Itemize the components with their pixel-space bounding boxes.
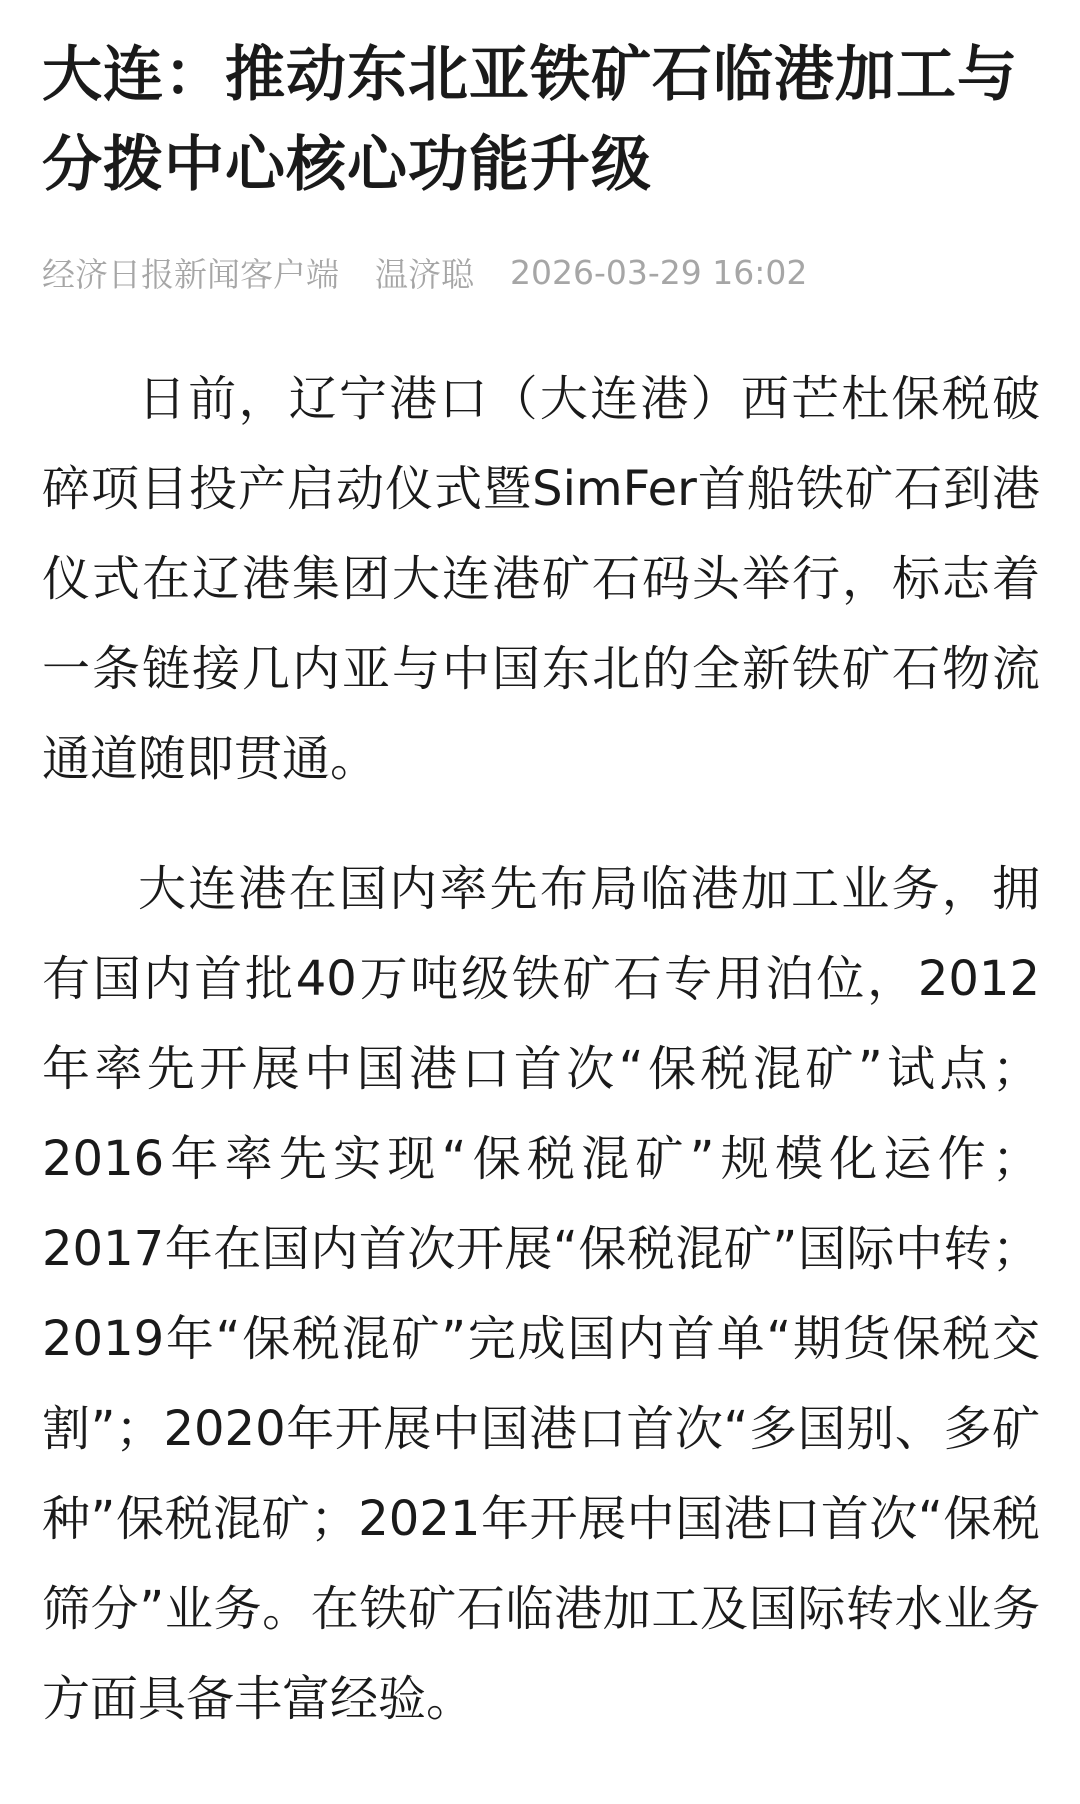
article-title: 大连：推动东北亚铁矿石临港加工与分拨中心核心功能升级 [42, 40, 1018, 200]
article-body [42, 354, 1040, 1744]
author-name: 温济聪 [375, 254, 474, 294]
paragraph: 日前，辽宁港口（大连港）西芒杜保税破碎项目投产启动仪式暨SimFer首船铁矿石到港仪式在辽港集团大连港矿石码头举行，标志着一条链接几内亚与中国东北的全新铁矿石物流通道随即贯通。 [42, 371, 1040, 787]
article-meta [42, 248, 1040, 296]
source-name: 经济日报新闻客户端 [42, 254, 339, 294]
publish-time: 2026-03-29 16:02 [510, 252, 808, 292]
paragraph: 大连港在国内率先布局临港加工业务，拥有国内首批40万吨级铁矿石专用泊位，2012年率先开展中国港口首次“保税混矿”试点；2016年率先实现“保税混矿”规模化运作；2017年在国内首次开展“保税混矿”国际中转；2019年“保税混矿”完成国内首单“期货保税交割”；2020年开展中国港口首次“多国别、多矿种”保税混矿；2021年开展中国港口首次“保税筛分”业务。在铁矿石临港加工及国际转水业务方面具备丰富经验。 [42, 861, 1040, 1727]
